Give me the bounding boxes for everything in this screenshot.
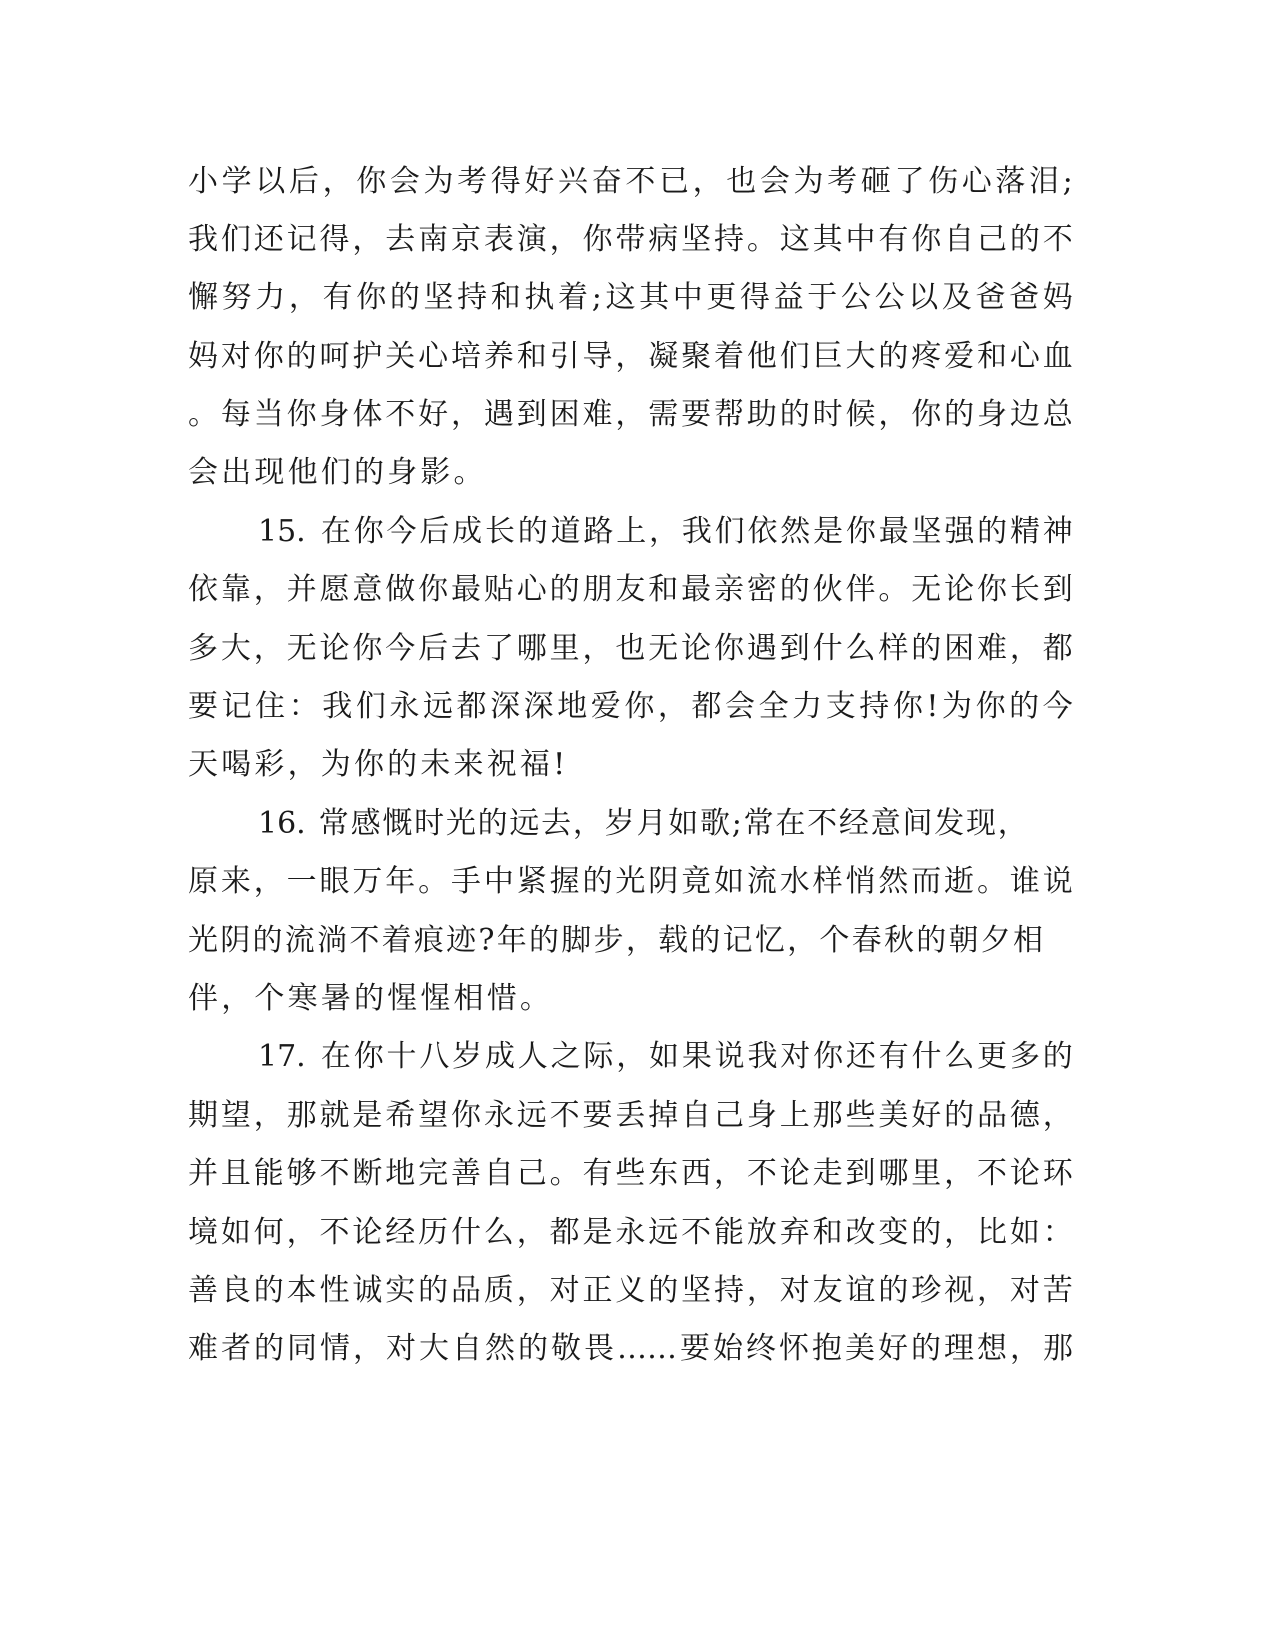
text-line: 境 如 何 ， 不 论 经 历 什 么 ， 都 是 永 远 不 能 放 弃 和 改 变 的 ， 比 如 ：	[188, 1215, 1073, 1250]
text-line: 我 们 还 记 得 ， 去 南 京 表 演 ， 你 带 病 坚 持 。 这 其 中 有 你 自 己 的 不	[188, 222, 1073, 257]
text-line: 多 大 ， 无 论 你 今 后 去 了 哪 里 ， 也 无 论 你 遇 到 什 么 样 的 困 难 ， 都	[188, 631, 1073, 666]
text-line: 会 出 现 他 们 的 身 影 。	[188, 455, 484, 490]
text-line: 善 良 的 本 性 诚 实 的 品 质 ， 对 正 义 的 坚 持 ， 对 友 谊 的 珍 视 ， 对 苦	[188, 1273, 1073, 1308]
text-line: 。 每 当 你 身 体 不 好 ， 遇 到 困 难 ， 需 要 帮 助 的 时 候 ， 你 的 身 边 总	[188, 397, 1073, 432]
text-line: 伴 ， 个 寒 暑 的 惺 惺 相 惜 。	[188, 981, 550, 1016]
text-line: 妈 对 你 的 呵 护 关 心 培 养 和 引 导 ， 凝 聚 着 他 们 巨 大 的 疼 爱 和 心 血	[188, 339, 1073, 374]
text-line: 懈 努 力 ， 有 你 的 坚 持 和 执 着 ; 这 其 中 更 得 益 于 公 公 以 及 爸 爸 妈	[188, 280, 1073, 315]
text-line: 光 阴 的 流 淌 不 着 痕 迹 ? 年 的 脚 步 ， 载 的 记 忆 ， 个 春 秋 的 朝 夕 相	[188, 923, 1043, 958]
text-line: 期 望 ， 那 就 是 希 望 你 永 远 不 要 丢 掉 自 己 身 上 那 些 美 好 的 品 德 ，	[188, 1098, 1073, 1133]
text-line: 要 记 住 ： 我 们 永 远 都 深 深 地 爱 你 ， 都 会 全 力 支 持 你 ! 为 你 的 今	[188, 689, 1073, 724]
text-line: 依 靠 ， 并 愿 意 做 你 最 贴 心 的 朋 友 和 最 亲 密 的 伙 伴 。 无 论 你 长 到	[188, 572, 1073, 607]
text-line: 16. 常 感 慨 时 光 的 远 去 ， 岁 月 如 歌 ; 常 在 不 经 意 间 发 现 ，	[258, 806, 1028, 841]
text-line: 17. 在 你 十 八 岁 成 人 之 际 ， 如 果 说 我 对 你 还 有 什 么 更 多 的	[258, 1039, 1073, 1074]
text-line: 并 且 能 够 不 断 地 完 善 自 己 。 有 些 东 西 ， 不 论 走 到 哪 里 ， 不 论 环	[188, 1156, 1073, 1191]
text-line: 原 来 ， 一 眼 万 年 。 手 中 紧 握 的 光 阴 竟 如 流 水 样 悄 然 而 逝 。 谁 说	[188, 864, 1073, 899]
text-line: 难 者 的 同 情 ， 对 大 自 然 的 敬 畏 …… 要 始 终 怀 抱 美 好 的 理 想 ， 那	[188, 1331, 1073, 1366]
text-line: 15. 在 你 今 后 成 长 的 道 路 上 ， 我 们 依 然 是 你 最 坚 强 的 精 神	[258, 514, 1073, 549]
text-line: 天 喝 彩 ， 为 你 的 未 来 祝 福 !	[188, 747, 566, 782]
text-line: 小 学 以 后 ， 你 会 为 考 得 好 兴 奋 不 已 ， 也 会 为 考 砸 了 伤 心 落 泪 ;	[188, 164, 1073, 199]
